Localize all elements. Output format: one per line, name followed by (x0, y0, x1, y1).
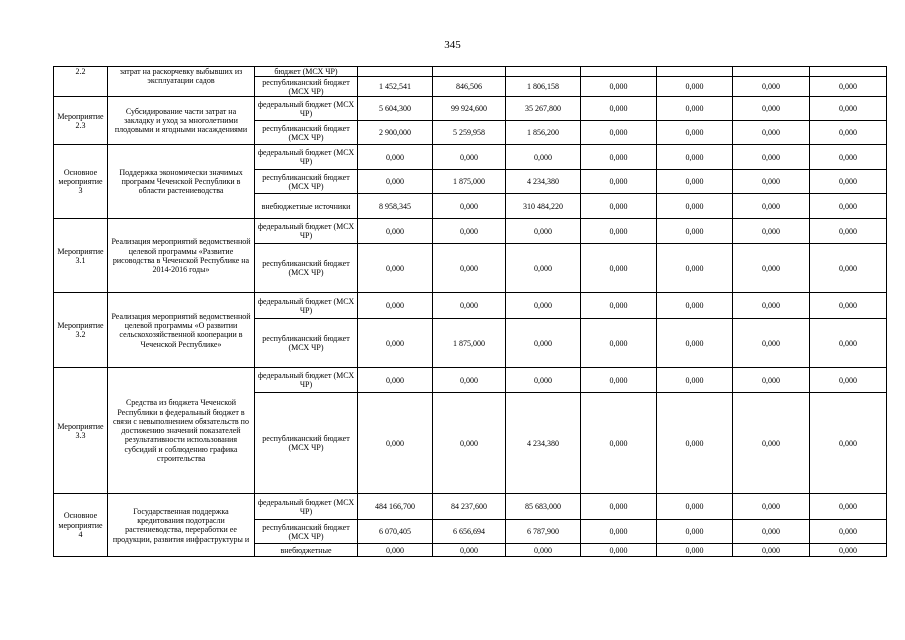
amount-cell: 0,000 (810, 121, 887, 145)
funding-source: республиканский бюджет (МСХ ЧР) (255, 319, 358, 368)
amount-cell: 1 856,200 (506, 121, 581, 145)
amount-cell: 0,000 (657, 494, 733, 520)
amount-cell: 0,000 (581, 77, 657, 97)
funding-source: республиканский бюджет (МСХ ЧР) (255, 393, 358, 494)
amount-cell: 0,000 (506, 145, 581, 170)
funding-source: федеральный бюджет (МСХ ЧР) (255, 219, 358, 244)
amount-cell: 0,000 (358, 293, 433, 319)
amount-cell: 0,000 (733, 368, 810, 393)
table-row (54, 67, 887, 77)
amount-cell: 0,000 (433, 145, 506, 170)
funding-source: республиканский бюджет (МСХ ЧР) (255, 244, 358, 293)
funding-source: республиканский бюджет (МСХ ЧР) (255, 170, 358, 194)
amount-cell: 0,000 (506, 368, 581, 393)
amount-cell: 0,000 (433, 219, 506, 244)
amount-cell: 99 924,600 (433, 97, 506, 121)
table-row (54, 293, 887, 319)
table-row (54, 368, 887, 393)
amount-cell: 0,000 (581, 368, 657, 393)
amount-cell: 0,000 (733, 393, 810, 494)
amount-cell: 0,000 (733, 244, 810, 293)
amount-cell: 0,000 (358, 244, 433, 293)
amount-cell: 0,000 (733, 319, 810, 368)
amount-cell: 0,000 (358, 393, 433, 494)
amount-cell: 0,000 (657, 170, 733, 194)
amount-cell: 0,000 (358, 319, 433, 368)
amount-cell: 0,000 (657, 219, 733, 244)
amount-cell: 0,000 (733, 145, 810, 170)
amount-cell (433, 67, 506, 77)
funding-source: республиканский бюджет (МСХ ЧР) (255, 520, 358, 544)
amount-cell: 4 234,380 (506, 170, 581, 194)
amount-cell: 0,000 (358, 219, 433, 244)
amount-cell: 0,000 (810, 170, 887, 194)
amount-cell: 0,000 (810, 97, 887, 121)
measure-name: Средства из бюджета Чеченской Республики в федеральный бюджет в связи с невыполнением обязательств по достижению значений показателей результативности использования субсидий и соблюдению графика строительства (108, 368, 255, 494)
amount-cell: 0,000 (657, 244, 733, 293)
amount-cell: 0,000 (810, 145, 887, 170)
amount-cell: 0,000 (433, 393, 506, 494)
amount-cell: 0,000 (581, 544, 657, 557)
amount-cell: 0,000 (810, 520, 887, 544)
amount-cell: 0,000 (657, 194, 733, 219)
amount-cell (810, 67, 887, 77)
funding-source: федеральный бюджет (МСХ ЧР) (255, 145, 358, 170)
amount-cell (506, 67, 581, 77)
amount-cell: 0,000 (733, 77, 810, 97)
amount-cell (581, 67, 657, 77)
amount-cell: 35 267,800 (506, 97, 581, 121)
measure-name: затрат на раскорчевку выбывших из эксплуатации садов (108, 67, 255, 97)
measure-name: Реализация мероприятий ведомственной целевой программы «Развитие рисоводства в Чеченской Республике на 2014-2016 годы» (108, 219, 255, 293)
amount-cell: 0,000 (581, 393, 657, 494)
funding-source: республиканский бюджет (МСХ ЧР) (255, 121, 358, 145)
amount-cell: 1 452,541 (358, 77, 433, 97)
amount-cell: 0,000 (810, 393, 887, 494)
amount-cell: 2 900,000 (358, 121, 433, 145)
amount-cell: 84 237,600 (433, 494, 506, 520)
amount-cell: 0,000 (506, 219, 581, 244)
amount-cell: 0,000 (581, 97, 657, 121)
funding-source: республиканский бюджет (МСХ ЧР) (255, 77, 358, 97)
amount-cell: 85 683,000 (506, 494, 581, 520)
amount-cell: 0,000 (433, 194, 506, 219)
amount-cell: 0,000 (358, 368, 433, 393)
amount-cell: 0,000 (657, 520, 733, 544)
amount-cell: 0,000 (581, 170, 657, 194)
amount-cell: 0,000 (657, 97, 733, 121)
amount-cell: 0,000 (657, 77, 733, 97)
amount-cell: 0,000 (581, 244, 657, 293)
amount-cell (733, 67, 810, 77)
amount-cell: 0,000 (433, 544, 506, 557)
amount-cell: 0,000 (810, 194, 887, 219)
amount-cell: 0,000 (733, 520, 810, 544)
amount-cell: 0,000 (733, 544, 810, 557)
amount-cell: 6 070,405 (358, 520, 433, 544)
measure-name: Реализация мероприятий ведомственной целевой программы «О развитии сельскохозяйственной кооперации в Чеченской Республике» (108, 293, 255, 368)
amount-cell: 0,000 (506, 544, 581, 557)
amount-cell: 1 875,000 (433, 170, 506, 194)
table-row (54, 97, 887, 121)
amount-cell: 5 259,958 (433, 121, 506, 145)
amount-cell: 0,000 (657, 544, 733, 557)
amount-cell: 0,000 (733, 219, 810, 244)
amount-cell: 0,000 (810, 319, 887, 368)
measure-name: Поддержка экономически значимых программ Чеченской Республики в области растениеводства (108, 145, 255, 219)
amount-cell: 1 875,000 (433, 319, 506, 368)
amount-cell: 5 604,300 (358, 97, 433, 121)
measure-id: 2.2 (54, 67, 108, 97)
amount-cell: 846,506 (433, 77, 506, 97)
amount-cell: 0,000 (581, 194, 657, 219)
amount-cell: 0,000 (506, 319, 581, 368)
measure-id: Мероприятие 3.1 (54, 219, 108, 293)
amount-cell: 0,000 (657, 121, 733, 145)
amount-cell: 310 484,220 (506, 194, 581, 219)
amount-cell: 0,000 (733, 170, 810, 194)
amount-cell: 0,000 (358, 145, 433, 170)
measure-id: Основное мероприятие 4 (54, 494, 108, 557)
amount-cell: 0,000 (433, 293, 506, 319)
amount-cell: 0,000 (506, 293, 581, 319)
amount-cell: 0,000 (810, 368, 887, 393)
amount-cell: 0,000 (810, 544, 887, 557)
measure-id: Основное мероприятие 3 (54, 145, 108, 219)
table-row (54, 494, 887, 520)
amount-cell: 8 958,345 (358, 194, 433, 219)
funding-source: федеральный бюджет (МСХ ЧР) (255, 293, 358, 319)
amount-cell (358, 67, 433, 77)
amount-cell: 6 787,900 (506, 520, 581, 544)
amount-cell: 0,000 (433, 244, 506, 293)
amount-cell: 0,000 (810, 293, 887, 319)
measure-id: Мероприятие 3.3 (54, 368, 108, 494)
amount-cell: 0,000 (810, 77, 887, 97)
amount-cell: 0,000 (433, 368, 506, 393)
amount-cell: 0,000 (506, 244, 581, 293)
amount-cell: 0,000 (733, 121, 810, 145)
amount-cell: 1 806,158 (506, 77, 581, 97)
amount-cell: 0,000 (810, 244, 887, 293)
table-row (54, 219, 887, 244)
amount-cell: 0,000 (581, 219, 657, 244)
measure-id: Мероприятие 2.3 (54, 97, 108, 145)
budget-table (53, 66, 887, 557)
amount-cell: 0,000 (810, 219, 887, 244)
amount-cell: 0,000 (657, 393, 733, 494)
measure-name: Государственная поддержка кредитования подотрасли растениеводства, переработки ее продукции, развития инфраструктуры и (108, 494, 255, 557)
amount-cell: 0,000 (581, 293, 657, 319)
amount-cell: 484 166,700 (358, 494, 433, 520)
amount-cell: 0,000 (657, 293, 733, 319)
amount-cell: 6 656,694 (433, 520, 506, 544)
funding-source: внебюджетные (255, 544, 358, 557)
funding-source: федеральный бюджет (МСХ ЧР) (255, 368, 358, 393)
amount-cell: 0,000 (358, 544, 433, 557)
amount-cell (657, 67, 733, 77)
amount-cell: 0,000 (657, 319, 733, 368)
funding-source: федеральный бюджет (МСХ ЧР) (255, 97, 358, 121)
table-row (54, 145, 887, 170)
amount-cell: 0,000 (581, 520, 657, 544)
amount-cell: 0,000 (733, 194, 810, 219)
amount-cell: 0,000 (733, 97, 810, 121)
amount-cell: 0,000 (657, 368, 733, 393)
measure-id: Мероприятие 3.2 (54, 293, 108, 368)
amount-cell: 0,000 (657, 145, 733, 170)
amount-cell: 0,000 (581, 121, 657, 145)
page-number: 345 (444, 39, 461, 51)
amount-cell: 4 234,380 (506, 393, 581, 494)
amount-cell: 0,000 (581, 319, 657, 368)
amount-cell: 0,000 (581, 145, 657, 170)
measure-name: Субсидирование части затрат на закладку и уход за многолетними плодовыми и ягодными насаждениями (108, 97, 255, 145)
funding-source: бюджет (МСХ ЧР) (255, 67, 358, 77)
funding-source: внебюджетные источники (255, 194, 358, 219)
amount-cell: 0,000 (733, 293, 810, 319)
amount-cell: 0,000 (358, 170, 433, 194)
amount-cell: 0,000 (810, 494, 887, 520)
funding-source: федеральный бюджет (МСХ ЧР) (255, 494, 358, 520)
amount-cell: 0,000 (581, 494, 657, 520)
amount-cell: 0,000 (733, 494, 810, 520)
